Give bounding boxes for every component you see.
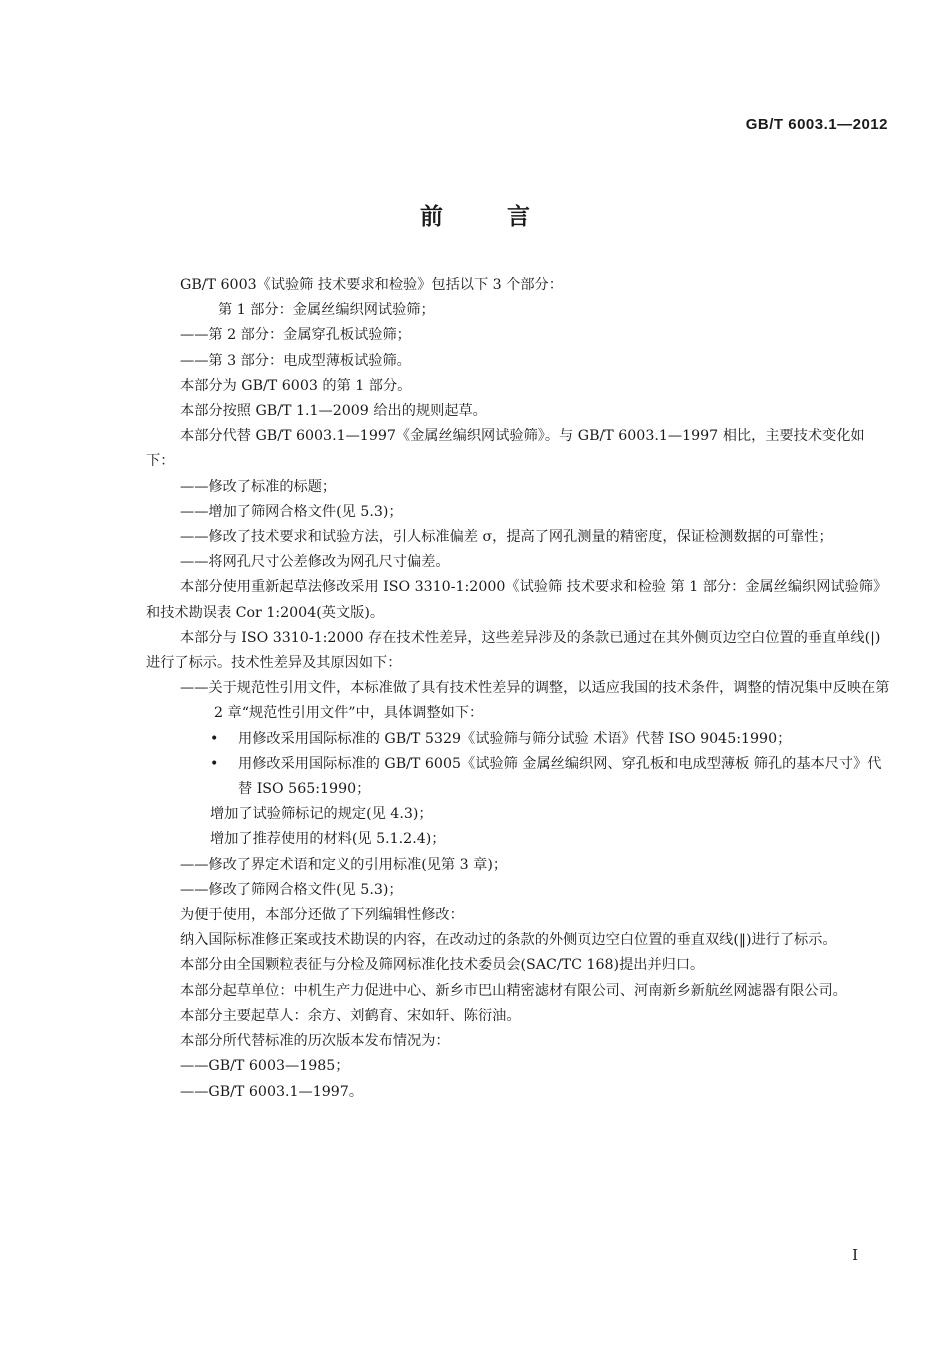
- list-item: ——GB/T 6003.1—1997。: [180, 1083, 364, 1100]
- list-item: ——将网孔尺寸公差修改为网孔尺寸偏差。: [180, 554, 450, 571]
- list-item: ——修改了标准的标题；: [180, 478, 337, 495]
- bullet-icon: •: [210, 755, 219, 772]
- paragraph: 本部分主要起草人：余方、刘鹤育、宋如轩、陈衍油。: [180, 1007, 521, 1024]
- bullet-text: 用修改采用国际标准的 GB/T 5329《试验筛与筛分试验 术语》代替 ISO 9045:1990；: [238, 730, 792, 747]
- list-item: ——第 2 部分：金属穿孔板试验筛；: [180, 327, 411, 344]
- document-body: [146, 273, 890, 1105]
- list-item: 第 1 部分：金属丝编织网试验筛；: [218, 302, 435, 319]
- paragraph: 本部分为 GB/T 6003 的第 1 部分。: [180, 377, 412, 394]
- bullet-text: 用修改采用国际标准的 GB/T 6005《试验筛 金属丝编织网、穿孔板和电成型薄板 筛孔的基本尺寸》代替 ISO 565:1990；: [238, 755, 882, 798]
- list-item: ——修改了界定术语和定义的引用标准(见第 3 章)；: [180, 856, 508, 873]
- paragraph: GB/T 6003《试验筛 技术要求和检验》包括以下 3 个部分：: [180, 277, 563, 293]
- paragraph: 本部分代替 GB/T 6003.1—1997《金属丝编织网试验筛》。与 GB/T 6003.1—1997 相比，主要技术变化如下：: [146, 428, 865, 470]
- bullet-icon: •: [210, 730, 219, 747]
- page-title: 前言: [420, 204, 594, 230]
- list-item: ——GB/T 6003—1985；: [180, 1058, 350, 1075]
- paragraph: 本部分按照 GB/T 1.1—2009 给出的规则起草。: [180, 403, 487, 420]
- paragraph: 为便于使用，本部分还做了下列编辑性修改：: [180, 907, 464, 924]
- paragraph: 本部分使用重新起草法修改采用 ISO 3310-1:2000《试验筛 技术要求和检验 第 1 部分：金属丝编织网试验筛》和技术勘误表 Cor 1:2004(英文版)。: [146, 579, 888, 621]
- bullet-item: [146, 727, 890, 752]
- list-item: ——关于规范性引用文件，本标准做了具有技术性差异的调整，以适应我国的技术条件，调整的情况集中反映在第 2 章“规范性引用文件”中，具体调整如下：: [180, 680, 890, 722]
- bullet-item: [146, 752, 890, 802]
- list-item: 增加了推荐使用的材料(见 5.1.2.4)；: [210, 831, 446, 848]
- paragraph: 本部分所代替标准的历次版本发布情况为：: [180, 1033, 450, 1050]
- standard-number: GB/T 6003.1—2012: [745, 116, 888, 133]
- paragraph: 纳入国际标准修正案或技术勘误的内容，在改动过的条款的外侧页边空白位置的垂直双线(‖)进行了标示。: [180, 932, 837, 949]
- paragraph: 本部分与 ISO 3310-1:2000 存在技术性差异，这些差异涉及的条款已通过在其外侧页边空白位置的垂直单线(|)进行了标示。技术性差异及其原因如下：: [146, 629, 881, 672]
- list-item: ——修改了筛网合格文件(见 5.3)；: [180, 881, 403, 898]
- list-item: ——增加了筛网合格文件(见 5.3)；: [180, 503, 403, 520]
- list-item: 增加了试验筛标记的规定(见 4.3)；: [210, 806, 433, 823]
- page-number: I: [852, 1246, 858, 1264]
- paragraph: 本部分由全国颗粒表征与分检及筛网标准化技术委员会(SAC/TC 168)提出并归口。: [180, 957, 705, 974]
- paragraph: 本部分起草单位：中机生产力促进中心、新乡市巴山精密滤材有限公司、河南新乡新航丝网滤器有限公司。: [180, 982, 847, 999]
- list-item: ——修改了技术要求和试验方法，引人标准偏差 σ，提高了网孔测量的精密度，保证检测数据的可靠性；: [180, 529, 833, 546]
- list-item: ——第 3 部分：电成型薄板试验筛。: [180, 352, 411, 369]
